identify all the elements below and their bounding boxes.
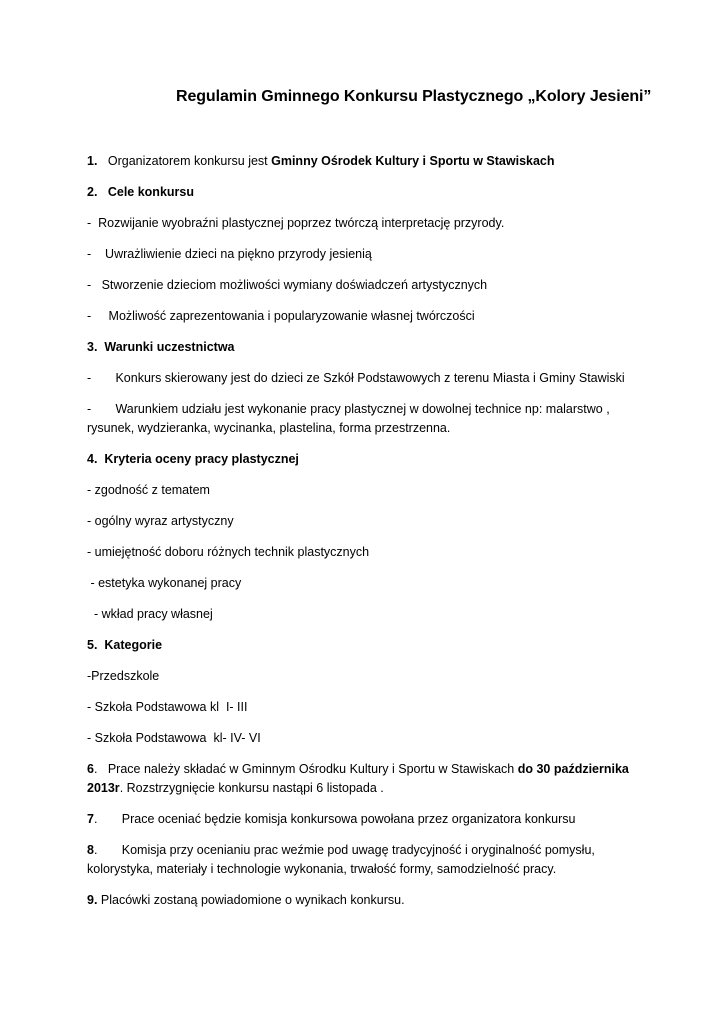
section-6-number: 6 xyxy=(87,762,94,776)
section-5-item: - Szkoła Podstawowa kl I- III xyxy=(87,700,248,714)
section-8 xyxy=(87,841,595,859)
section-6-result-date: . Rozstrzygnięcie konkursu nastąpi 6 listopada . xyxy=(119,781,384,795)
section-8-continuation: kolorystyka, materiały i technologie wykonania, trwałość formy, samodzielność pracy. xyxy=(87,862,557,876)
section-4-item: - umiejętność doboru różnych technik plastycznych xyxy=(87,545,370,559)
section-7 xyxy=(87,810,575,828)
section-5-item: - Szkoła Podstawowa kl- IV- VI xyxy=(87,731,261,745)
section-3-item: - Konkurs skierowany jest do dzieci ze Szkół Podstawowych z terenu Miasta i Gminy Stawiski xyxy=(87,371,625,385)
section-4-item: - ogólny wyraz artystyczny xyxy=(87,514,234,528)
section-9-number: 9. xyxy=(87,893,98,907)
section-1-organizer: Gminny Ośrodek Kultury i Sportu w Stawiskach xyxy=(271,154,555,168)
section-7-text: . Prace oceniać będzie komisja konkursowa powołana przez organizatora konkursu xyxy=(93,812,576,826)
section-7-number: 7 xyxy=(87,812,94,826)
section-6-year: 2013r xyxy=(87,781,120,795)
section-2-item: - Możliwość zaprezentowania i popularyzowanie własnej twórczości xyxy=(87,309,475,323)
section-6 xyxy=(87,760,629,778)
section-6-text: . Prace należy składać w Gminnym Ośrodku Kultury i Sportu w Stawiskach xyxy=(93,762,518,776)
section-2-item: - Rozwijanie wyobraźni plastycznej poprzez twórczą interpretację przyrody. xyxy=(87,216,505,230)
section-4-item: - wkład pracy własnej xyxy=(87,607,213,621)
section-4-item: - zgodność z tematem xyxy=(87,483,210,497)
section-2-heading: 2. Cele konkursu xyxy=(87,185,194,199)
section-3-item-continuation: rysunek, wydzieranka, wycinanka, plastelina, forma przestrzenna. xyxy=(87,421,451,435)
section-6-deadline: do 30 października xyxy=(517,762,629,776)
section-5-item: -Przedszkole xyxy=(87,669,160,683)
section-4-heading: 4. Kryteria oceny pracy plastycznej xyxy=(87,452,299,466)
section-6-continuation xyxy=(87,779,384,797)
section-1 xyxy=(87,152,555,170)
section-4-item: - estetyka wykonanej pracy xyxy=(87,576,242,590)
document-title: Regulamin Gminnego Konkursu Plastycznego „Kolory Jesieni” xyxy=(176,88,652,105)
section-8-number: 8 xyxy=(87,843,94,857)
section-9-text: Placówki zostaną powiadomione o wynikach konkursu. xyxy=(97,893,405,907)
section-3-heading: 3. Warunki uczestnictwa xyxy=(87,340,235,354)
section-1-text: Organizatorem konkursu jest xyxy=(107,154,272,168)
section-8-text: . Komisja przy ocenianiu prac weźmie pod uwagę tradycyjność i oryginalność pomysłu, xyxy=(93,843,595,857)
section-1-number: 1. xyxy=(87,154,98,168)
section-9 xyxy=(87,891,405,909)
section-3-item: - Warunkiem udziału jest wykonanie pracy plastycznej w dowolnej technice np: malarstwo , xyxy=(87,402,610,416)
section-2-item: - Stworzenie dzieciom możliwości wymiany doświadczeń artystycznych xyxy=(87,278,488,292)
section-2-item: - Uwrażliwienie dzieci na piękno przyrody jesienią xyxy=(87,247,372,261)
section-5-heading: 5. Kategorie xyxy=(87,638,163,652)
